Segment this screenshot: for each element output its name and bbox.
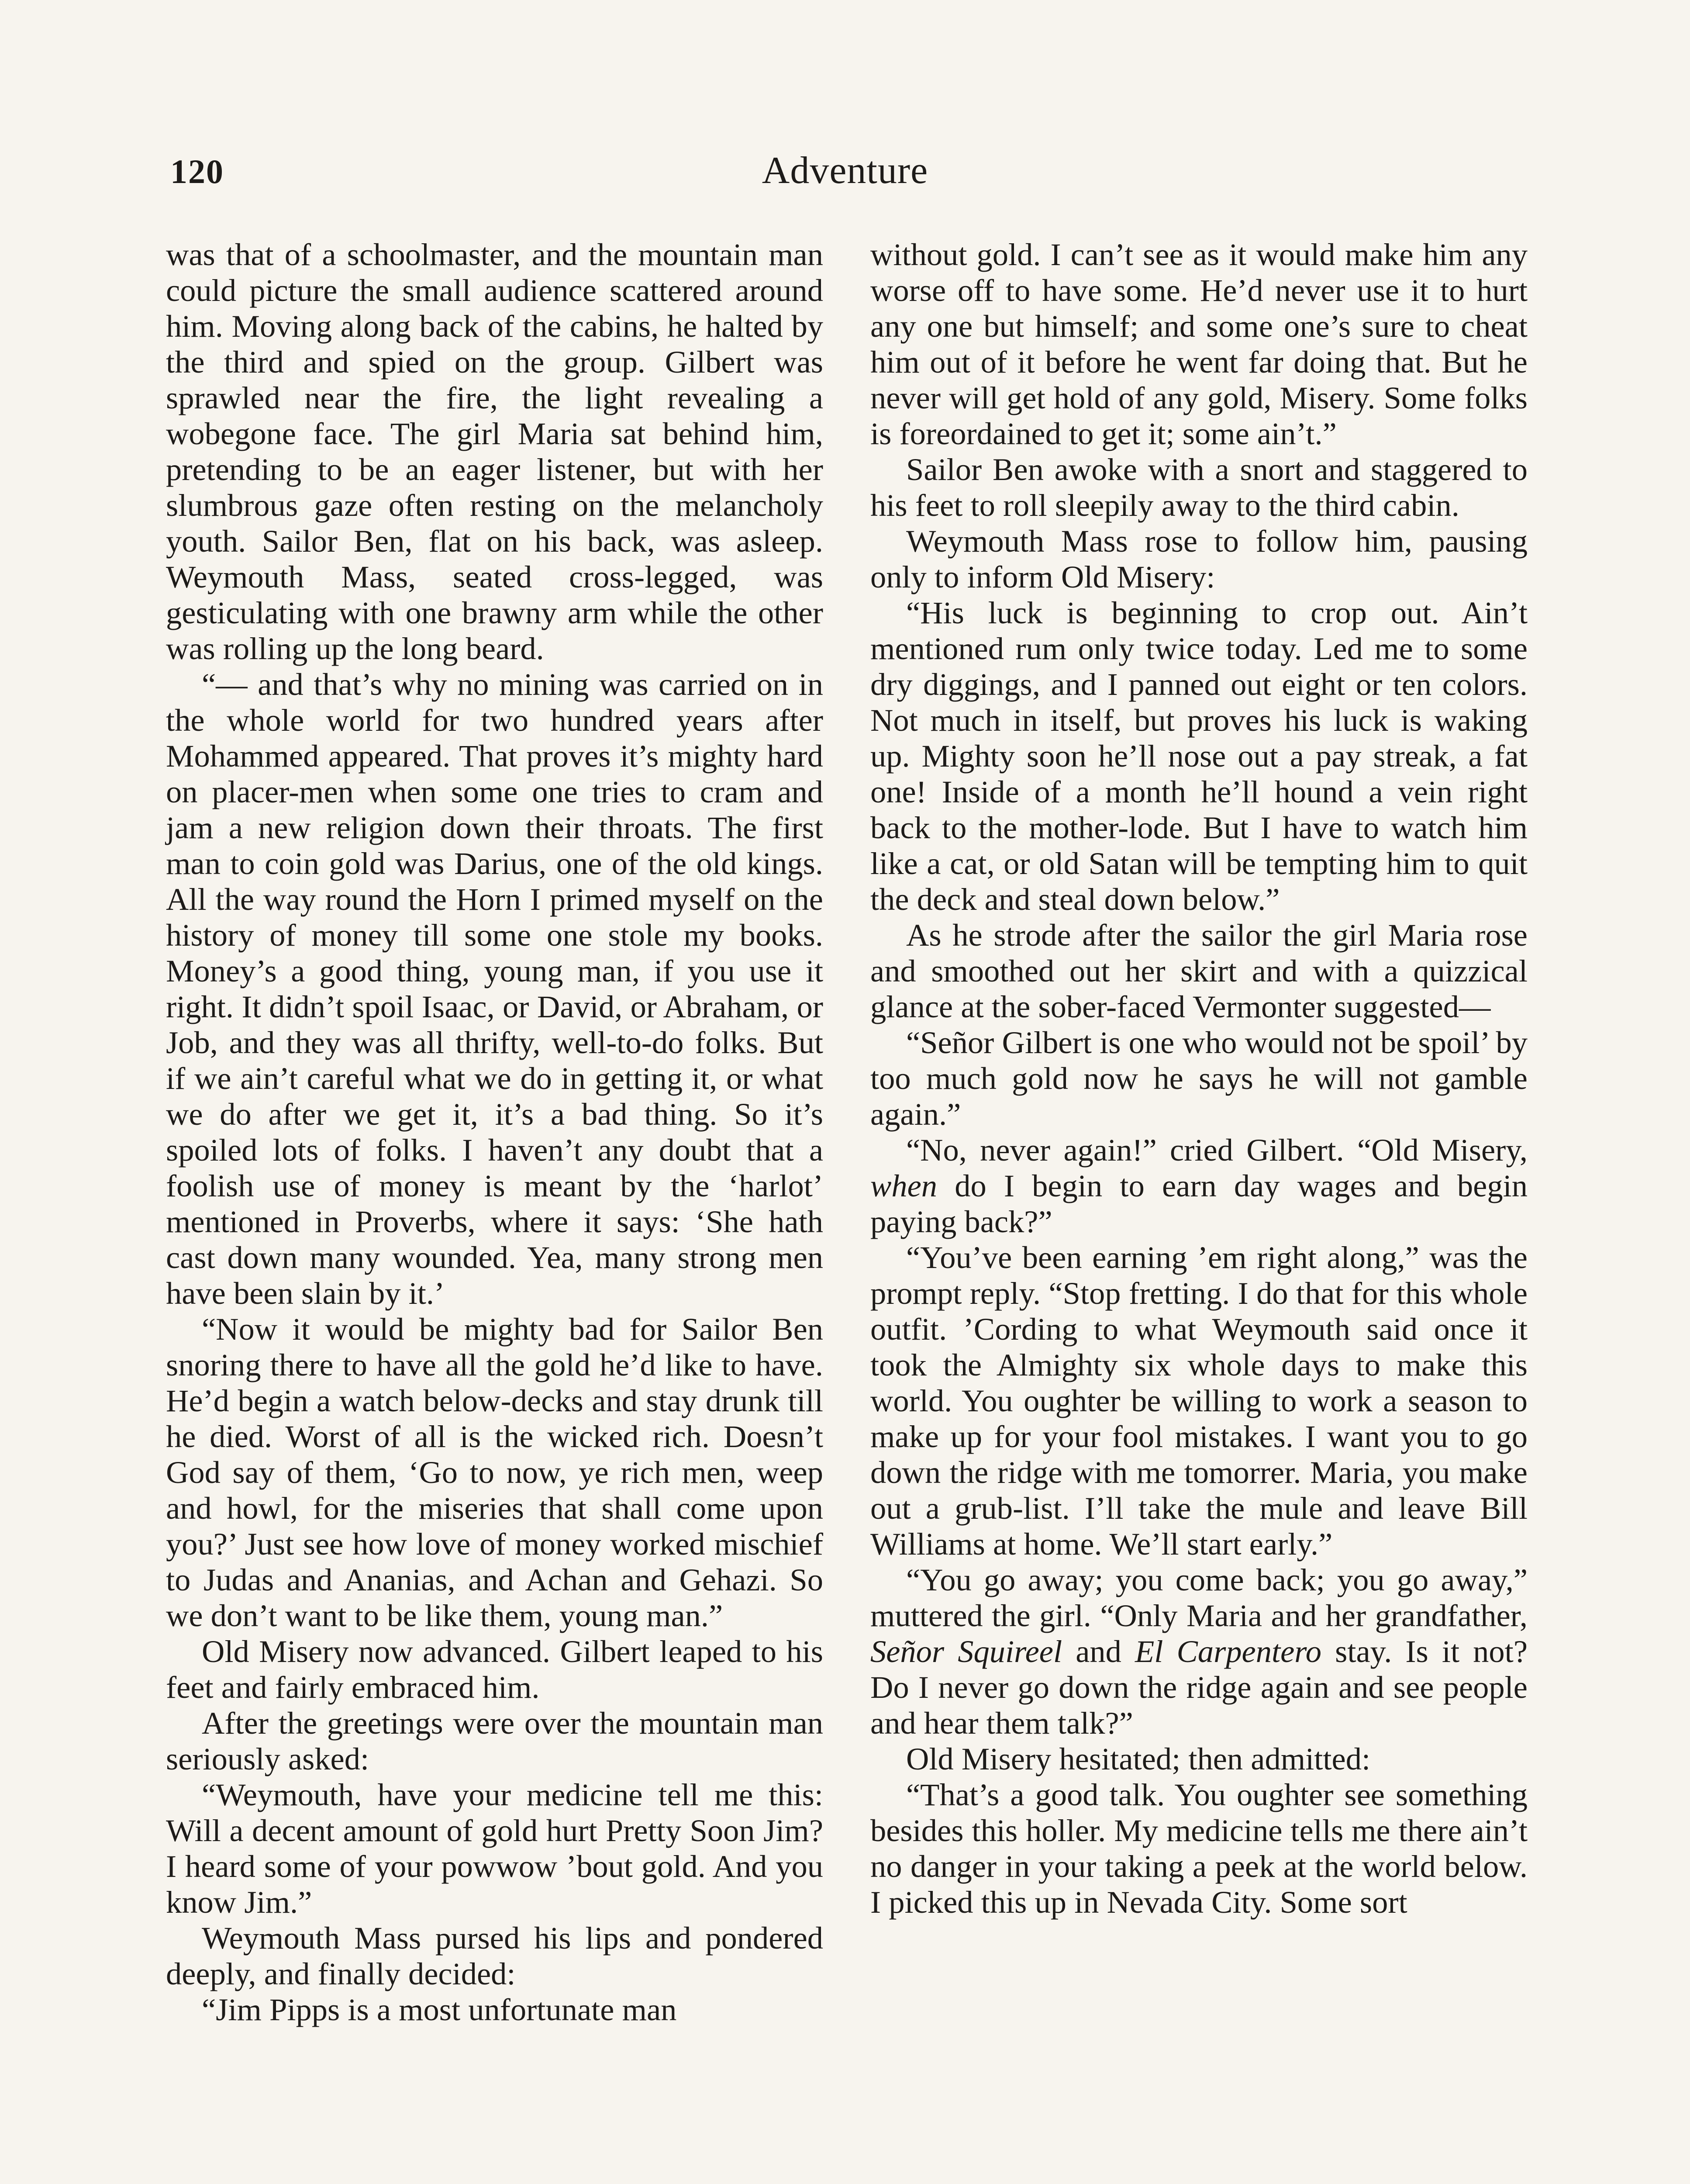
paragraph: As he strode after the sailor the girl Maria rose and smoothed out her skirt and with a quizzical glance at the sober-faced Vermonter suggested— [870,917,1528,1024]
paragraph: was that of a schoolmaster, and the mountain man could picture the small audience scattered around him. Moving along back of the cabins, he halted by the third and spied on the group. Gilbert was sprawled near the fire, the light revealing a wobegone face. The girl Maria sat behind him, pretending to be an eager listener, but with her slumbrous gaze often resting on the melancholy youth. Sailor Ben, flat on his back, was asleep. Weymouth Mass, seated cross-legged, was gesticulating with one brawny arm while the other was rolling up the long beard. [166,237,823,666]
running-head-title: Adventure [762,149,928,192]
emphasis: El Carpentero [1135,1634,1322,1669]
emphasis: when [870,1168,938,1203]
paragraph: Sailor Ben awoke with a snort and staggered to his feet to roll sleepily away to the third cabin. [870,452,1528,523]
paragraph: “— and that’s why no mining was carried on in the whole world for two hundred years after Mohammed appeared. That proves it’s mighty hard on placer-men when some one tries to cram and jam a new religion down their throats. The first man to coin gold was Darius, one of the old kings. All the way round the Horn I primed myself on the history of money till some one stole my books. Money’s a good thing, young man, if you use it right. It didn’t spoil Isaac, or David, or Abraham, or Job, and they was all thrifty, well-to-do folks. But if we ain’t careful what we do in getting it, or what we do after we get it, it’s a bad thing. So it’s spoiled lots of folks. I haven’t any doubt that a foolish use of money is meant by the ‘harlot’ mentioned in Proverbs, where it says: ‘She hath cast down many wounded. Yea, many strong men have been slain by it.’ [166,667,823,1311]
paragraph: “Now it would be mighty bad for Sailor Ben snoring there to have all the gold he’d like to have. He’d begin a watch below-decks and stay drunk till he died. Worst of all is the wicked rich. Doesn’t God say of them, ‘Go to now, ye rich men, weep and howl, for the miseries that shall come upon you?’ Just see how love of money worked mischief to Judas and Ananias, and Achan and Gehazi. So we don’t want to be like them, young man.” [166,1311,823,1633]
page-number: 120 [170,152,224,190]
paragraph: Weymouth Mass pursed his lips and pondered deeply, and finally decided: [166,1920,823,1991]
text-run: “You go away; you come back; you go away,” muttered the girl. “Only Maria and her grandfather, [870,1562,1528,1633]
text-run: stay. Is it not? Do I never go down the ridge again and see people and hear them talk?” [870,1634,1528,1741]
paragraph: “Weymouth, have your medicine tell me this: Will a decent amount of gold hurt Pretty Soon Jim? I heard some of your powwow ’bout gold. And you know Jim.” [166,1777,823,1920]
emphasis: Señor Squireel [870,1634,1062,1669]
paragraph: without gold. I can’t see as it would make him any worse off to have some. He’d never use it to hurt any one but himself; and some one’s sure to cheat him out of it before he went far doing that. But he never will get hold of any gold, Misery. Some folks is foreordained to get it; some ain’t.” [870,237,1528,451]
paragraph [870,1132,1528,1240]
paragraph: Weymouth Mass rose to follow him, pausing only to inform Old Misery: [870,523,1528,594]
paragraph: “Jim Pipps is a most unfortunate man [202,1992,677,2027]
paragraph: Old Misery now advanced. Gilbert leaped to his feet and fairly embraced him. [166,1634,823,1705]
right-column [870,237,1528,1920]
paragraph: “You’ve been earning ’em right along,” was the prompt reply. “Stop fretting. I do that for this whole outfit. ’Cording to what Weymouth said once it took the Almighty six whole days to make this world. You oughter be willing to work a season to make up for your fool mistakes. I want you to go down the ridge with me tomorrer. Maria, you make out a grub-list. I’ll take the mule and leave Bill Williams at home. We’ll start early.” [870,1240,1528,1562]
paragraph: “Señor Gilbert is one who would not be spoil’ by too much gold now he says he will not gamble again.” [870,1025,1528,1132]
text-run: do I begin to earn day wages and begin paying back?” [870,1168,1528,1239]
left-column [166,237,823,2028]
paragraph: “That’s a good talk. You oughter see something besides this holler. My medicine tells me there ain’t no danger in your taking a peek at the world below. I picked this up in Nevada City. Some sort [870,1777,1528,1920]
paragraph: “His luck is beginning to crop out. Ain’t mentioned rum only twice today. Led me to some dry diggings, and I panned out eight or ten colors. Not much in itself, but proves his luck is waking up. Mighty soon he’ll nose out a pay streak, a fat one! Inside of a month he’ll hound a vein right back to the mother-lode. But I have to watch him like a cat, or old Satan will be tempting him to quit the deck and steal down below.” [870,595,1528,917]
text-run: and [1062,1634,1135,1669]
paragraph: After the greetings were over the mountain man seriously asked: [166,1705,823,1776]
paragraph [870,1562,1528,1741]
paragraph: Old Misery hesitated; then admitted: [906,1741,1371,1776]
text-run: “No, never again!” cried Gilbert. “Old Misery, [906,1132,1528,1168]
